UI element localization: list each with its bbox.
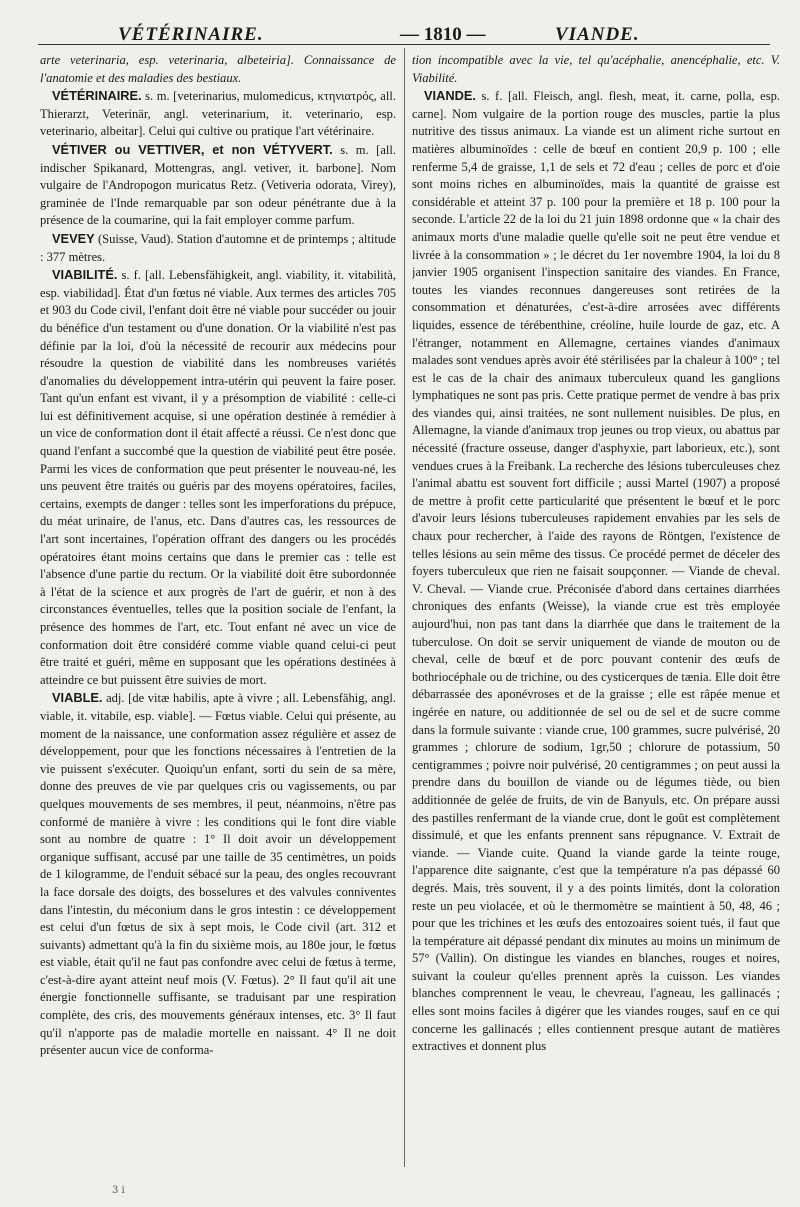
left-column [40,52,396,1207]
entry-viable [40,689,396,1059]
running-head-right: VIANDE. [555,24,640,45]
page-number: — 1810 — [400,24,486,45]
column-divider [404,48,405,1167]
entry-viabilite [40,266,396,689]
entry-body: adj. [de vitæ habilis, apte à vivre ; all. Lebensfähig, angl. viable, it. vitabile, esp. viable]. — Fœtus viable. Celui qui présente, au moment de la naissance, une conformation assez régulière et assez de développement, pour que les fonctions nécessaires à l'entretien de la vie puissent s'exécuter. Quoiqu'un enfant, sorti du sein de sa mère, donne des preuves de vie par quelques cris ou vagissements, ou par quelques mouvements de ses membres, il peut, néanmoins, n'être pas conformé de manière à vivre : les conditions qui le font dire viable sont au nombre de quatre : 1° Il doit avoir un développement organique suffisant, accusé par une taille de 35 centimètres, un poids de 1 kilogramme, de l'enduit sébacé sur la peau, des ongles recouvrant la face dorsale des doigts, des bosselures et des valvules conniventes dans l'intestin, du méconium dans le gros intestin : ce développement est celui d'un fœtus de six à sept mois, le Code civil (art. 312 et suivants) admettant qu'à la fin du sixième mois, au 180e jour, le fœtus est viable, était qu'il ne faut pas confondre avec celui de fœtus à terme, c'est-à-dire ayant atteint neuf mois (V. Fœtus). 2° Il faut qu'il ait une énergie fonctionnelle suffisante, se traduisant par une respiration complète, des cris, des mouvements généraux intenses, etc. 3° Il faut qu'il n'apporte pas de maladie mortelle en naissant. 4° Il ne doit présenter aucun vice de conforma- [40,691,396,1058]
entry-viande [412,87,780,1056]
entry-vevey [40,230,396,266]
entry-headword: VÉTÉRINAIRE. [52,88,142,104]
entry-veterinaire [40,87,396,141]
entry-body: s. m. [veterinarius, mulomedicus, κτηνιατρός, all. Thierarzt, Veterinär, angl. veterinarium, it. veterinario, esp. veterinario, albeitar]. Celui qui cultive ou pratique l'art vétérinaire. [40,89,396,139]
entry-headword: VÉTIVER ou VETTIVER, et non VÉTYVERT. [52,141,333,157]
entry-body: s. f. [all. Lebensfähigkeit, angl. viability, it. vitabilità, esp. viabilidad]. État d'un fœtus né viable. Aux termes des articles 705 et 903 du Code civil, l'enfant doit être né viable pour succéder ou jouir du bénéfice d'un testament ou d'une donation. Or la viabilité n'est pas définie par la loi, d'où la nécessité de recourir aux médecins pour résoudre la question de viabilité dans les nombreuses variétés d'anomalies du développement intra-utérin qui peuvent la faire poser. Tant qu'un enfant est vivant, il y a présomption de viabilité : celle-ci lui est définitivement acquise, si une opération destinée à remédier à un vice de conformation dont il était affecté a réussi. Ce n'est donc que quand l'enfant a succombé que la question de viabilité peut être posée. Parmi les vices de conformation que peut présenter le nouveau-né, les uns peuvent être traités ou guéris par des moyens opératoires, faciles, certains, exempts de danger : telles sont les imperforations du prépuce, du méat urinaire, de l'anus, etc. Dans d'autres cas, les ressources de l'art sont incertaines, l'opération offrant des dangers ou les procédés opératoires étant moins certains que dans le premier cas : telle est l'absence d'une partie du rectum. Or la viabilité doit être subordonnée à l'état de la science et aux progrès de l'art de guérir, et non à des circonstances éventuelles, telles que la position sociale de l'enfant, la présence des hommes de l'art, etc. Tout enfant né avec un vice de conformation doit être considéré comme viable quand celui-ci peut être traité et guéri, même en supposant que les opérations destinées à atteindre ce but puissent être suivies de mort. [40,268,396,687]
entry-headword: VEVEY [52,230,95,246]
entry-headword: VIABILITÉ. [52,267,118,283]
right-column [412,52,780,1207]
entry-body: s. m. [all. indischer Spikanard, Mottengras, angl. vetiver, it. barbone]. Nom vulgaire de l'Andropogon muricatus Retz. (Vetiveria odorata, Virey), graminée de l'Inde remarquable par son odeur pénétrante due à la présence de la coumarine, qui la fait employer comme parfum. [40,142,396,228]
entry-vetiver [40,141,396,230]
entry-body: s. f. [all. Fleisch, angl. flesh, meat, it. carne, polla, esp. carne]. Nom vulgaire de la portion rouge des muscles, partie la plus nutritive des tissus animaux. La viande est un aliment riche surtout en matières albuminoïdes : celle de bœuf en contient 20,9 p. 100 ; elle renferme 5,4 de graisse, 1,1 de sels et 72 d'eau ; celles de porc et d'oie sont moins riches en albuminoïdes, mais la quantité de graisse est considérable et atteint 37 p. 100 pour la première et 18 p. 100 pour la seconde. L'article 22 de la loi du 21 juin 1898 ordonne que « la chair des animaux morts d'une maladie quelle qu'elle soit ne peut être vendue et livrée à la consommation » ; le décret du 1er novembre 1904, la loi du 8 janvier 1905 organisent l'inspection sanitaire des viandes. En France, toutes les viandes reconnues dangereuses sont retirées de la consommation et dénaturées, c'est-à-dire arrosées avec différents liquides, essence de térébenthine, créoline, huile lourde de gaz, etc. A l'étranger, notamment en Allemagne, certaines viandes d'animaux malades sont vendues après avoir été stérilisées par la chaleur à 100° ; tel est le cas de la chair des animaux tuberculeux quand les ganglions lymphatiques ne sont pas pris. Cette pratique permet de vendre à bas prix des viandes qui, ainsi traitées, ne sont nullement nuisibles. De plus, en Allemagne, la viande d'animaux trop jeunes ou trop vieux, ou abattus par nécessité (fracture osseuse, danger d'asphyxie, part laborieux, etc.), sont vendues crues à la Freibank. La recherche des lésions tuberculeuses chez l'animal abattu est souvent fort difficile ; aussi Martel (1907) a proposé de mettre à profit cette particularité que présentent le bœuf et le porc d'avoir leurs lésions tuberculeuses rapidement envahies par les sels de chaux pour rechercher, à l'aide des rayons de Röntgen, l'existence de telles lésions au sein même des tissus. Ce procédé permet de déceler des foyers tuberculeux que rien ne faisait soupçonner. — Viande de cheval. V. Cheval. — Viande crue. Préconisée d'abord dans certaines diarrhées chroniques des enfants (Weisse), la viande crue est très employée aujourd'hui, non pas tant dans la diarrhée que dans le traitement de la tuberculose. On doit se servir uniquement de viande de mouton ou de cheval, celle de bœuf et de porc pouvant contenir des œufs de bothriocéphale ou de trichine, ou des cysticerques de tænia. Elle doit être débarrassée des aponévroses et de la graisse ; elle est râpée menue et ingérée en nature, ou additionnée de sel ou de sel et de sucre comme dans la formule suivante : viande crue, 100 grammes, sucre pulvérisé, 20 grammes ; chlorure de sodium, 1gr,50 ; chlorure de potassium, 50 centigrammes ; poivre noir pulvérisé, 20 centigrammes ; on peut aussi la prendre dans du bouillon de viande ou de légumes tiède, ou bien additionnée de gelée de fruits, de vin de Banyuls, etc. On prépare aussi des pastilles renfermant de la viande crue, dont le goût est complètement dissimulé, et que les enfants prennent sans répugnance. V. Extrait de viande. — Viande cuite. Quand la viande garde la teinte rouge, l'apparence dite saignante, c'est que la température n'a pas dépassé 60 degrés. Mais, très souvent, il y a des points limités, dont la coloration reste un peu violacée, et où le thermomètre se maintient à 50, 48, 46 ; pour que les trichines et les œufs des entozoaires soient tués, il faut que la température ait dépassé pendant dix minutes au moins un minimum de 57° (Vallin). On distingue les viandes en blanches, rouges et noires, suivant la couleur qu'elles prennent après la cuisson. Les viandes blanches comprennent le veau, le chevreau, l'agneau, les gallinacés ; elles sont moins faciles à digérer que les viandes rouges, sauf en ce qui concerne les gallinacés ; elles contiennent presque autant de matières extractives et donnent plus [412,89,780,1054]
running-head-left: VÉTÉRINAIRE. [118,24,264,45]
entry-headword: VIANDE. [424,88,476,104]
page-header [40,12,760,52]
entry-headword: VIABLE. [52,690,103,706]
continued-paragraph: tion incompatible avec la vie, tel qu'acéphalie, anencéphalie, etc. V. Viabilité. [412,53,780,85]
footer-mark: 3 i [112,1185,125,1196]
continued-paragraph: arte veterinaria, esp. veterinaria, albeteiria]. Connaissance de l'anatomie et des maladies des bestiaux. [40,53,396,85]
entry-body: (Suisse, Vaud). Station d'automne et de printemps ; altitude : 377 mètres. [40,231,396,264]
header-rule [38,44,770,45]
